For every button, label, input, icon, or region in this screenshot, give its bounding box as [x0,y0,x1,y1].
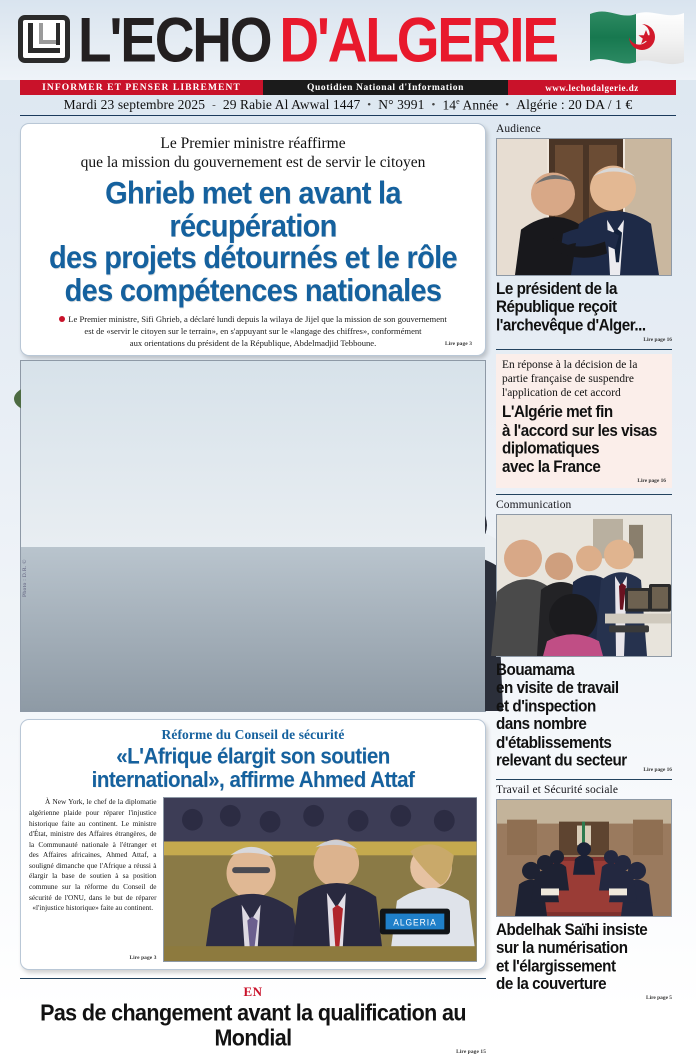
sidebar-photo-audience [496,138,672,276]
wordmark-algerie: D'ALGERIE [279,4,557,75]
sidebar-headline-communication[interactable] [496,662,672,770]
sidebar-headline-travail-line-2: sur la numérisation [496,939,628,958]
bottom-teaser-label: EN [243,984,263,1000]
dateline-issue-number: N° 3991 [378,97,425,112]
dateline-dot-2: • [431,99,436,111]
sidebar-headline-visa-line-3: diplomatiques [502,439,600,459]
lead-headline-line-3: des compétences nationales [64,273,442,310]
bottom-teaser-headline[interactable]: Pas de changement avant la qualification au Mondial [40,1000,466,1051]
lead-standfirst-line-2: est de «servir le citoyen sur le terrain», en s'appuyant sur le «langage des chiffres», conformément [84,325,422,336]
second-body [29,797,477,962]
lead-headline[interactable] [30,178,476,308]
second-body-text [29,797,157,962]
dateline-dot-1: • [367,99,372,111]
sidebar-lire-visa[interactable]: Lire page 16 [637,477,666,484]
dateline-year: 14e Année [442,96,499,113]
sidebar-photo-travail-illustration [497,800,671,916]
sidebar-category-communication: Communication [496,498,572,511]
dateline-gregorian: Mardi 23 septembre 2025 [63,97,206,112]
lead-standfirst-line-1: Le Premier ministre, Sifi Ghrieb, a déclaré lundi depuis la wilaya de Jijel que la mission de son gouvernement [36,313,470,325]
algeria-flag-icon [586,4,688,74]
sidebar-photo-travail [496,799,672,917]
second-lire-page[interactable]: Lire page 3 [129,954,157,961]
sidebar-headline-travail-line-3: et l'élargissement [496,957,616,976]
wordmark-echo: L'ECHO [78,4,271,75]
website-banner[interactable]: www.lechodalgerie.dz [508,80,676,95]
dateline-dot-3: • [505,99,510,111]
sidebar-intro-visa-line-3: l'application de cet accord [502,387,621,400]
sidebar-category-travail: Travail et Sécurité sociale [496,784,619,797]
sidebar-headline-travail-line-4: de la couverture [496,975,607,994]
newspaper-wordmark [78,4,557,75]
sidebar-item-communication[interactable] [496,499,672,773]
sidebar-headline-communication-line-2: en visite de travail [496,678,619,698]
sidebar-headline-communication-line-3: et d'inspection [496,696,596,716]
sidebar-lire-travail[interactable]: Lire page 5 [646,994,672,1001]
sidebar-headline-audience[interactable] [496,281,672,335]
dateline [20,95,676,116]
bullet-dot-icon [59,316,65,322]
sidebar-item-travail[interactable] [496,784,672,1001]
sidebar-intro-visa-line-2: partie française de suspendre [502,373,634,386]
lead-standfirst-line-3: aux orientations du président de la République, Abdelmadjid Tebboune. [129,338,377,349]
sidebar-item-audience[interactable] [496,123,672,343]
sidebar-headline-communication-line-4: dans nombre [496,714,587,734]
banner-strip [20,80,676,95]
sidebar-photo-audience-illustration [497,139,671,275]
lead-kicker [30,132,476,172]
lead-photo [20,360,486,712]
sidebar-headline-travail[interactable] [496,922,672,994]
book-logo-icon [18,15,74,67]
sidebar-photo-communication [496,514,672,657]
sidebar-intro-visa-line-1: En réponse à la décision de la [502,359,638,372]
sidebar-headline-communication-line-6: relevant du secteur [496,750,627,770]
second-article[interactable] [20,719,486,970]
svg-text:ALGERIA: ALGERIA [392,917,437,928]
lead-kicker-line-2: que la mission du gouvernement est de servir le citoyen [80,154,426,172]
lead-article[interactable] [20,123,486,356]
sidebar-headline-visa-line-4: avec la France [502,458,601,477]
sidebar-category-audience: Audience [496,123,541,135]
sidebar-headline-audience-line-1: Le président de la [496,279,618,299]
dateline-price: Algérie : 20 DA / 1 € [516,97,633,112]
sidebar-headline-visa[interactable] [502,404,666,478]
sidebar-item-visa[interactable] [496,354,672,488]
second-headline-line-2: international», affirme Ahmed Attaf [91,767,415,793]
page-content [0,116,696,1055]
masthead [0,0,696,80]
sidebar-intro-visa [502,359,666,401]
photo-credit: Photo : D.R. © [22,559,28,598]
sidebar-headline-communication-line-1: Bouamama [496,660,575,680]
second-body-paragraph: À New York, le chef de la diplomatie algérienne plaide pour réparer l'injustice historique faite au continent. Le ministre d'État, ministre des Affaires étrangères, de la Communauté nationale à l'étranger et des Affaires africaines, Ahmed Attaf, a souligné dimanche que l'Afrique a réussi à élargir la base de soutien à sa position commune sur la réforme du Conseil de sécurité de l'ONU, dans le but de réparer «l'injustice historique» faite au continent. [29,797,157,913]
sidebar-headline-visa-line-1: L'Algérie met fin [502,402,613,422]
sidebar-divider-1 [496,349,672,350]
lead-headline-line-2: des projets détournés et le rôle [49,241,457,277]
second-photo-illustration [164,798,477,961]
main-column [20,123,486,1055]
bottom-lire-page[interactable]: Lire page 15 [456,1048,486,1055]
slogan-banner: INFORMER ET PENSER LIBREMENT [20,80,263,95]
second-headline-line-1: «L'Afrique élargit son soutien [116,744,390,770]
sidebar-divider-3 [496,779,672,780]
sidebar-lire-audience[interactable]: Lire page 16 [643,337,672,344]
lead-headline-line-1: Ghrieb met en avant la récupération [105,176,401,244]
dateline-hijri: 29 Rabie Al Awwal 1447 [222,97,361,112]
sidebar-headline-communication-line-5: d'établissements [496,732,612,752]
sidebar-headline-audience-line-3: l'archevêque d'Alger... [496,315,646,335]
sidebar-column [496,123,672,1025]
sidebar-headline-travail-line-1: Abdelhak Saïhi insiste [496,921,648,940]
sidebar-divider-2 [496,494,672,495]
lead-kicker-line-1: Le Premier ministre réaffirme [160,135,346,152]
sidebar-headline-audience-line-2: République reçoit [496,297,617,317]
second-kicker: Réforme du Conseil de sécurité [161,727,345,743]
sidebar-lire-communication[interactable]: Lire page 16 [643,767,672,774]
lead-lire-page[interactable]: Lire page 3 [444,340,472,347]
second-photo [163,797,478,962]
dateline-sep-1: - [212,99,216,111]
descriptor-banner: Quotidien National d'Information [263,80,508,95]
bottom-teaser[interactable] [20,978,486,1054]
sidebar-headline-visa-line-2: à l'accord sur les visas [502,421,657,440]
sidebar-photo-communication-illustration [497,515,671,656]
second-headline[interactable] [29,745,477,791]
lead-standfirst [30,313,476,350]
